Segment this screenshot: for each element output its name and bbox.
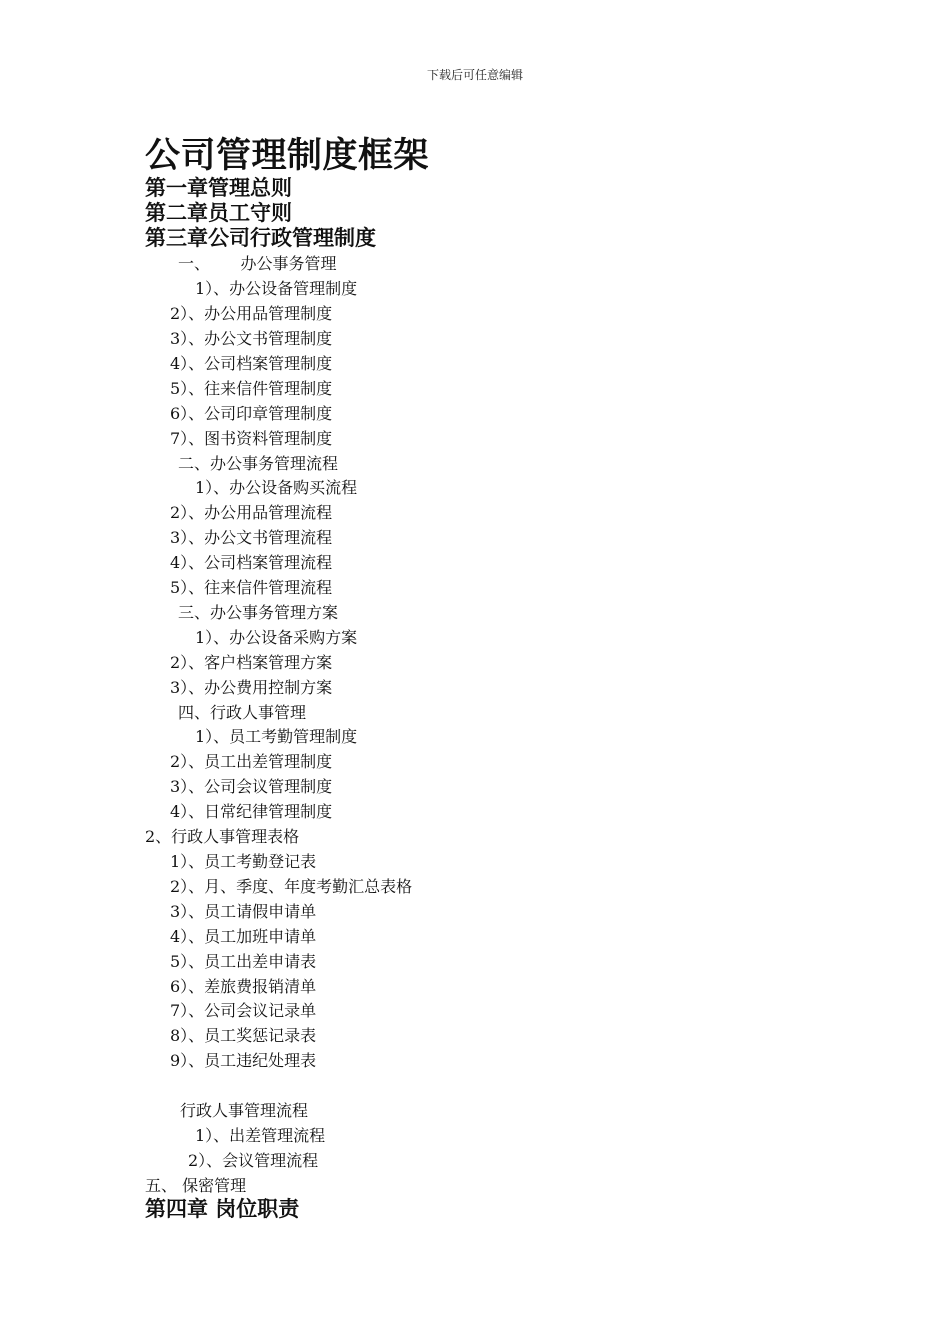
list-item: 4）、员工加班申请单 [170,927,317,946]
list-item: 5）、员工出差申请表 [170,952,317,971]
section-heading: 二、办公事务管理流程 [178,454,339,473]
list-item: 4）、日常纪律管理制度 [170,802,333,821]
section-heading: 一、 办公事务管理 [178,254,337,273]
list-item: 4）、公司档案管理流程 [170,553,333,572]
list-item: 1）、出差管理流程 [195,1126,326,1145]
list-item: 2）、办公用品管理流程 [170,503,333,522]
document-title: 公司管理制度框架 [145,136,430,176]
list-item: 3）、员工请假申请单 [170,902,317,921]
chapter-1-heading: 第一章管理总则 [145,176,292,200]
list-item: 3）、办公费用控制方案 [170,678,333,697]
list-item: 9）、员工违纪处理表 [170,1051,317,1070]
list-item: 5）、往来信件管理流程 [170,578,333,597]
list-item: 3）、办公文书管理制度 [170,329,333,348]
list-item: 1）、办公设备采购方案 [195,628,358,647]
list-item: 2）、月、季度、年度考勤汇总表格 [170,877,413,896]
list-item: 4）、公司档案管理制度 [170,354,333,373]
list-item: 7）、图书资料管理制度 [170,429,333,448]
list-item: 6）、差旅费报销清单 [170,977,317,996]
list-item: 3）、办公文书管理流程 [170,528,333,547]
page-header-note: 下载后可任意编辑 [426,68,523,82]
section-heading: 三、办公事务管理方案 [178,603,339,622]
list-item: 8）、员工奖惩记录表 [170,1026,317,1045]
chapter-3-heading: 第三章公司行政管理制度 [145,226,376,250]
list-item: 1）、员工考勤登记表 [170,852,317,871]
list-item: 1）、办公设备管理制度 [195,279,358,298]
list-item: 1）、办公设备购买流程 [195,478,358,497]
section-heading: 2、行政人事管理表格 [145,827,300,846]
chapter-2-heading: 第二章员工守则 [145,201,292,225]
list-item: 7）、公司会议记录单 [170,1001,317,1020]
list-item: 6）、公司印章管理制度 [170,404,333,423]
list-item: 3）、公司会议管理制度 [170,777,333,796]
list-item: 2）、会议管理流程 [188,1151,319,1170]
section-heading: 行政人事管理流程 [180,1101,309,1120]
list-item: 2）、员工出差管理制度 [170,752,333,771]
list-item: 2）、办公用品管理制度 [170,304,333,323]
chapter-4-heading: 第四章 岗位职责 [145,1197,300,1221]
list-item: 1）、员工考勤管理制度 [195,727,358,746]
section-heading: 五、 保密管理 [145,1176,247,1195]
list-item: 2）、客户档案管理方案 [170,653,333,672]
list-item: 5）、往来信件管理制度 [170,379,333,398]
section-heading: 四、行政人事管理 [178,703,307,722]
